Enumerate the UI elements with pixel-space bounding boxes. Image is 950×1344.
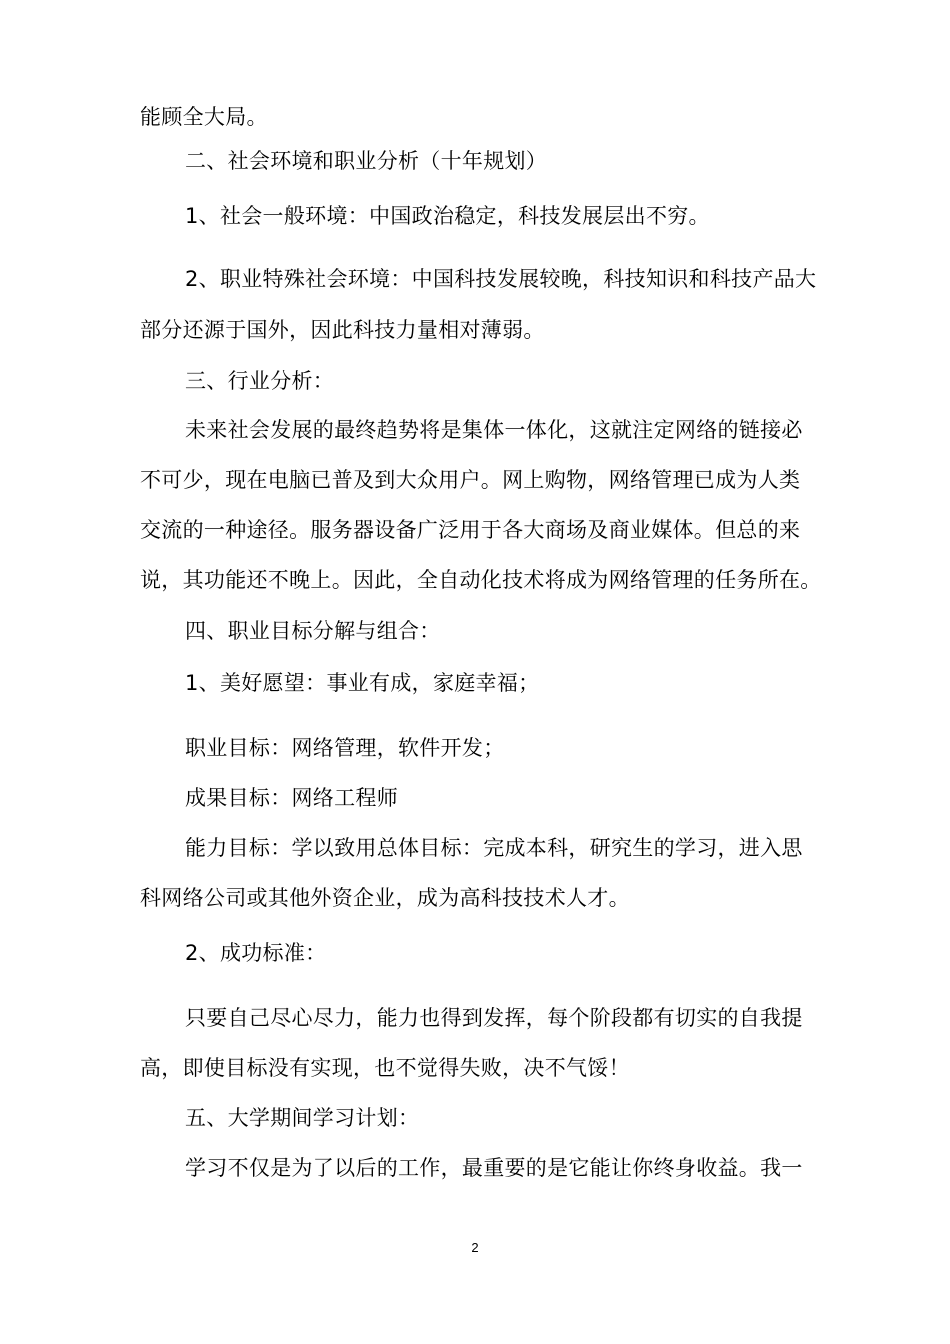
text-line: 能力目标：学以致用总体目标：完成本科，研究生的学习，进入思 xyxy=(185,836,803,860)
text-line: 高，即使目标没有实现，也不觉得失败，决不气馁！ xyxy=(140,1056,630,1080)
text-line: 能顾全大局。 xyxy=(140,105,268,129)
text-line: 未来社会发展的最终趋势将是集体一体化，这就注定网络的链接必 xyxy=(185,418,803,442)
section-heading: 五、大学期间学习计划： xyxy=(185,1106,420,1130)
section-heading: 三、行业分析： xyxy=(185,369,335,393)
text-line: 1、美好愿望：事业有成，家庭幸福； xyxy=(185,671,540,695)
text-line: 成果目标：网络工程师 xyxy=(185,786,398,810)
text-line: 说，其功能还不晚上。因此，全自动化技术将成为网络管理的任务所在。 xyxy=(140,568,822,592)
text-line: 只要自己尽心尽力，能力也得到发挥，每个阶段都有切实的自我提 xyxy=(185,1006,803,1030)
text-line: 1、社会一般环境：中国政治稳定，科技发展层出不穷。 xyxy=(185,204,710,228)
text-line: 学习不仅是为了以后的工作，最重要的是它能让你终身收益。我一 xyxy=(185,1156,803,1180)
text-line: 2、成功标准： xyxy=(185,941,327,965)
text-line: 2、职业特殊社会环境：中国科技发展较晚，科技知识和科技产品大 xyxy=(185,267,817,291)
section-heading: 四、职业目标分解与组合： xyxy=(185,619,441,643)
page-number: 2 xyxy=(471,1240,479,1255)
text-line: 交流的一种途径。服务器设备广泛用于各大商场及商业媒体。但总的来 xyxy=(140,518,801,542)
text-line: 不可少，现在电脑已普及到大众用户。网上购物，网络管理已成为人类 xyxy=(140,468,801,492)
text-line: 职业目标：网络管理，软件开发； xyxy=(185,736,505,760)
section-heading: 二、社会环境和职业分析（十年规划） xyxy=(185,149,548,173)
text-line: 部分还源于国外，因此科技力量相对薄弱。 xyxy=(140,318,545,342)
text-line: 科网络公司或其他外资企业，成为高科技技术人才。 xyxy=(140,886,630,910)
